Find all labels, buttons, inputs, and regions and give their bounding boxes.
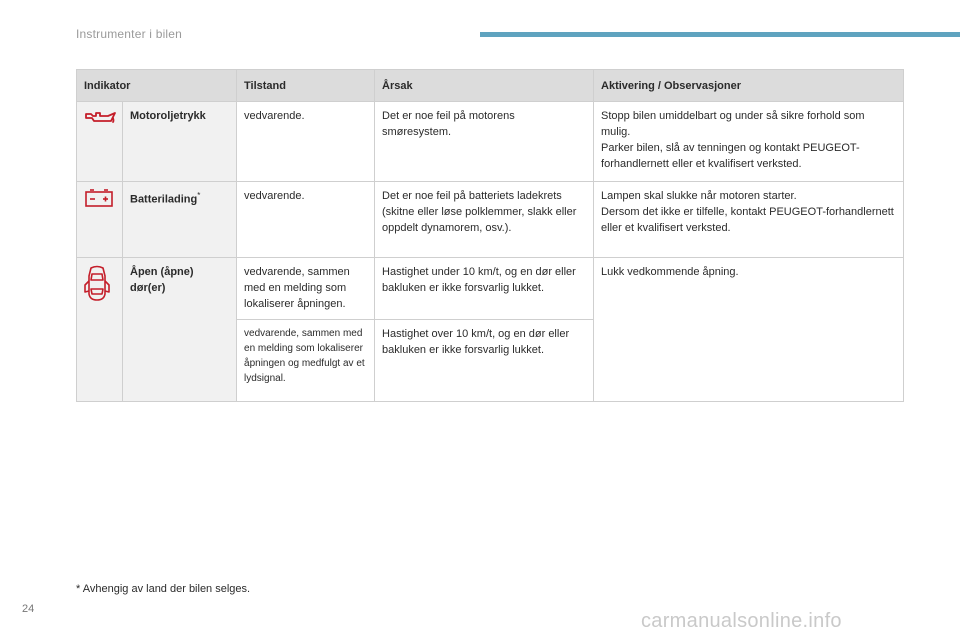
accent-bar [480, 32, 960, 37]
cause-cell: Det er noe feil på motorens smøresystem. [375, 102, 594, 182]
action-line: Stopp bilen umiddelbart og under så sikre forhold som mulig. [601, 110, 865, 138]
action-line: Dersom det ikke er tilfelle, kontakt PEUGEOT-forhandlernett eller et kvalifisert verksted. [601, 206, 894, 234]
section-title: Instrumenter i bilen [76, 27, 183, 41]
cause-cell: Det er noe feil på batteriets ladekrets (skitne eller løse polklemmer, slakk eller oppdelt dynamorem, osv.). [375, 182, 594, 258]
cause-cell: Hastighet under 10 km/t, og en dør eller bakluken er ikke forsvarlig lukket. [375, 258, 594, 320]
cause-cell: Hastighet over 10 km/t, og en dør eller bakluken er ikke forsvarlig lukket. [375, 320, 594, 402]
table-row [77, 102, 904, 182]
action-line: Lukk vedkommende åpning. [601, 266, 739, 278]
table-row [77, 258, 904, 320]
page-number: 24 [22, 603, 35, 615]
action-cell [594, 258, 904, 402]
indicator-name: Åpen (åpne) dør(er) [123, 258, 237, 402]
action-line: Lampen skal slukke når motoren starter. [601, 190, 797, 202]
watermark: carmanualsonline.info [641, 610, 842, 632]
indicator-name: Batterilading* [123, 182, 237, 258]
action-cell [594, 102, 904, 182]
state-cell: vedvarende, sammen med en melding som lokaliserer åpningen. [237, 258, 375, 320]
column-header-tilstand: Tilstand [237, 70, 375, 102]
oil-pressure-icon [84, 108, 118, 126]
table-row [77, 182, 904, 258]
footnote-marker: * [197, 191, 201, 200]
state-cell: vedvarende. [237, 182, 375, 258]
action-cell [594, 182, 904, 258]
indicator-icon-cell [77, 102, 123, 182]
indicator-icon-cell [77, 258, 123, 402]
indicator-icon-cell [77, 182, 123, 258]
battery-icon [84, 188, 114, 208]
action-line: Parker bilen, slå av tenningen og kontakt PEUGEOT-forhandlernett eller et kvalifisert verksted. [601, 142, 860, 170]
state-cell: vedvarende, sammen med en melding som lokaliserer åpningen og medfulgt av et lydsignal. [237, 320, 375, 402]
column-header-indikator: Indikator [77, 70, 237, 102]
door-open-icon [84, 264, 110, 304]
state-cell: vedvarende. [237, 102, 375, 182]
footnote: * Avhengig av land der bilen selges. [76, 583, 251, 595]
indicator-name: Motoroljetrykk [123, 102, 237, 182]
column-header-arsak: Årsak [375, 70, 594, 102]
indicator-table [76, 69, 904, 402]
column-header-aktivering: Aktivering / Observasjoner [594, 70, 904, 102]
table-header-row [77, 70, 904, 102]
